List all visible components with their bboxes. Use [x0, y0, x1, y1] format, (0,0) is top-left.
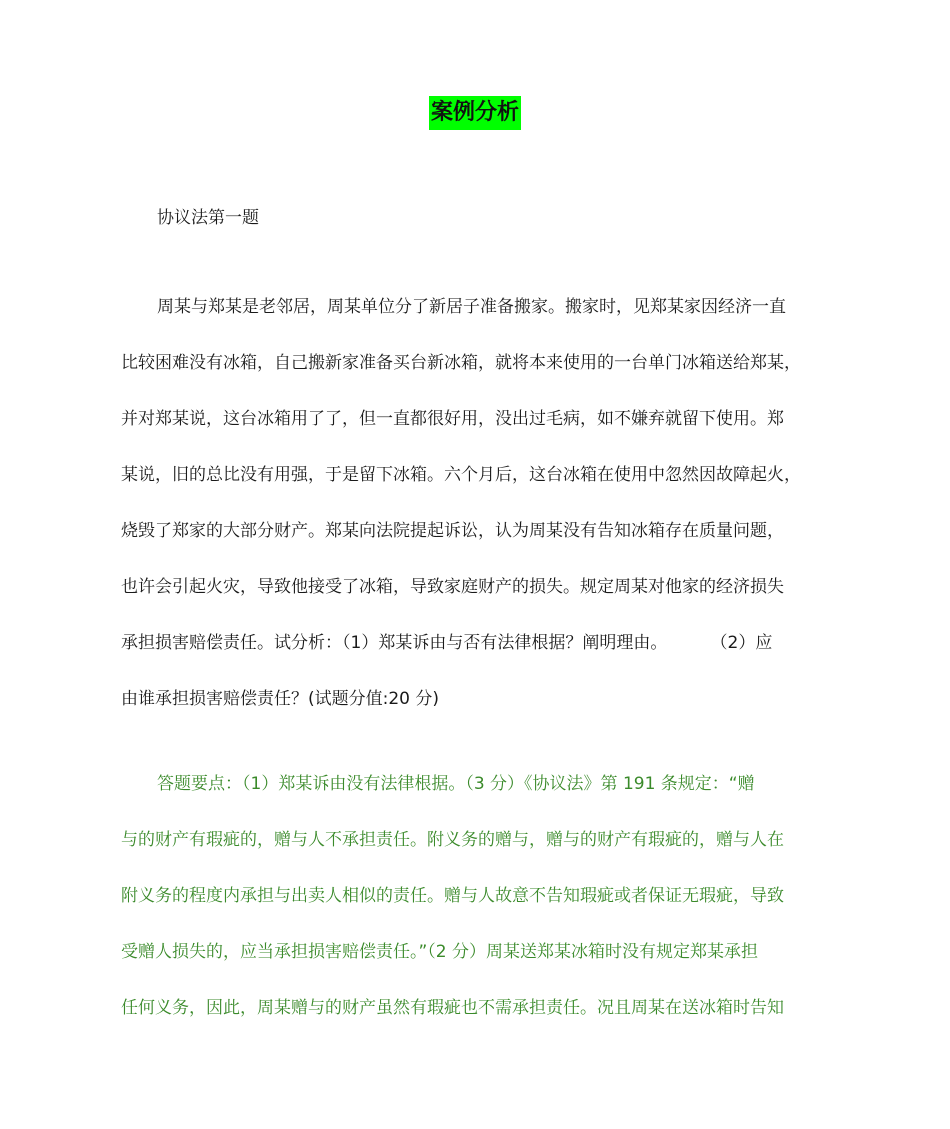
answer-line: 与的财产有瑕疵的，赠与人不承担责任。附义务的赠与，赠与的财产有瑕疵的，赠与人在 [121, 830, 784, 850]
answer-paragraph [121, 756, 833, 1036]
case-line: 烧毁了郑家的大部分财产。郑某向法院提起诉讼，认为周某没有告知冰箱存在质量问题， [121, 521, 784, 541]
answer-line: 答题要点：（1）郑某诉由没有法律根据。（3 分）《协议法》第 191 条规定：“赠 [157, 774, 755, 794]
case-line: 某说，旧的总比没有用强，于是留下冰箱。六个月后，这台冰箱在使用中忽然因故障起火， [121, 465, 801, 485]
case-paragraph [121, 279, 833, 727]
case-line: 由谁承担损害赔偿责任？(试题分值:20 分) [121, 689, 440, 709]
answer-line: 受赠人损失的，应当承担损害赔偿责任。”（2 分）周某送郑某冰箱时没有规定郑某承担 [121, 942, 759, 962]
section-subtitle: 协议法第一题 [157, 208, 259, 228]
case-line: 也许会引起火灾，导致他接受了冰箱，导致家庭财产的损失。规定周某对他家的经济损失 [121, 577, 784, 597]
page-title: 案例分析 [429, 96, 521, 130]
case-line: 比较困难没有冰箱，自己搬新家准备买台新冰箱，就将本来使用的一台单门冰箱送给郑某， [121, 353, 801, 373]
case-line: 并对郑某说，这台冰箱用了了，但一直都很好用，没出过毛病，如不嫌弃就留下使用。郑 [121, 409, 784, 429]
answer-line: 附义务的程度内承担与出卖人相似的责任。赠与人故意不告知瑕疵或者保证无瑕疵，导致 [121, 886, 784, 906]
answer-line: 任何义务，因此，周某赠与的财产虽然有瑕疵也不需承担责任。况且周某在送冰箱时告知 [121, 998, 784, 1018]
case-line: 周某与郑某是老邻居，周某单位分了新居子准备搬家。搬家时，见郑某家因经济一直 [157, 297, 786, 317]
case-line: 承担损害赔偿责任。试分析：（1）郑某诉由与否有法律根据？阐明理由。 （2）应 [121, 633, 773, 653]
title-wrap [0, 96, 950, 130]
